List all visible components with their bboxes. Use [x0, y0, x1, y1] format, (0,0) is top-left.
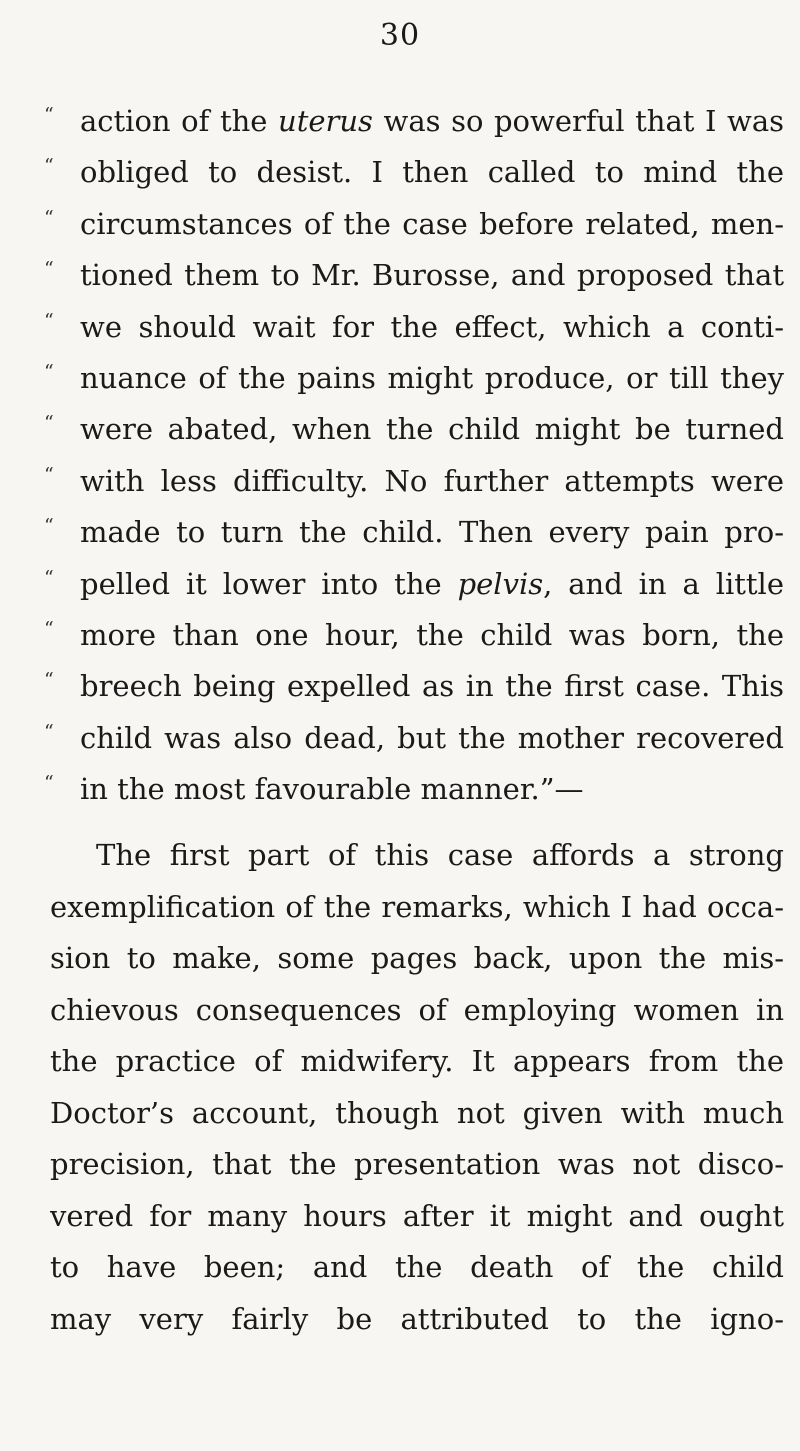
quote-mark: “ [44, 155, 54, 178]
body-paragraph [50, 830, 784, 1345]
paragraph-line: vered for many hours after it might and ought [50, 1198, 784, 1233]
quoted-passage [44, 96, 784, 815]
page-number: 30 [379, 18, 421, 53]
quote-line-text: were abated, when the child might be turned [80, 412, 784, 447]
quote-line-text: breech being expelled as in the first case. This [80, 669, 784, 704]
quote-line [44, 302, 784, 353]
quote-line-text: in the most favourable manner.”— [80, 772, 584, 807]
quote-line [44, 456, 784, 507]
quote-line [44, 661, 784, 712]
paragraph-line: precision, that the presentation was not disco- [50, 1147, 784, 1181]
quote-line-text: child was also dead, but the mother recovered [80, 720, 784, 755]
quote-line-text: we should wait for the effect, which a conti- [80, 309, 784, 344]
quote-mark: “ [44, 412, 54, 435]
quote-line-text: with less difficulty. No further attempts were [80, 463, 784, 498]
quote-line-text: circumstances of the case before related, men- [80, 206, 784, 241]
quote-mark: “ [44, 566, 54, 589]
paragraph-line: to have been; and the death of the child [50, 1250, 784, 1284]
quote-line [44, 199, 784, 250]
quote-mark: “ [44, 772, 54, 795]
paragraph-line: sion to make, some pages back, upon the mis- [50, 941, 784, 975]
quote-line [44, 353, 784, 404]
paragraph-line: the practice of midwifery. It appears from the [50, 1044, 784, 1078]
quote-mark: “ [44, 720, 54, 743]
italic-word: uterus [278, 104, 373, 138]
quote-mark: “ [44, 258, 54, 281]
quote-mark: “ [44, 463, 54, 486]
quote-mark: “ [44, 309, 54, 332]
quote-mark: “ [44, 617, 54, 640]
quote-mark: “ [44, 104, 54, 126]
quote-line [44, 559, 784, 610]
quote-line [44, 610, 784, 661]
quote-line [44, 250, 784, 301]
italic-word: pelvis [457, 566, 544, 601]
paragraph-line: Doctor’s account, though not given with much [50, 1095, 784, 1130]
paragraph-line: may very fairly be attributed to the igno- [50, 1301, 784, 1336]
paragraph-line: chievous consequences of employing women in [50, 992, 784, 1027]
quote-mark: “ [44, 206, 54, 229]
quote-line [44, 507, 784, 558]
quote-line-text: nuance of the pains might produce, or till they [80, 360, 784, 395]
paragraph-line: exemplification of the remarks, which I had occa- [50, 889, 784, 924]
quote-line [44, 713, 784, 764]
quote-mark: “ [44, 360, 54, 383]
quote-line [44, 96, 784, 147]
paragraph-line: The first part of this case affords a strong [96, 838, 784, 872]
quote-line-text: tioned them to Mr. Burosse, and proposed that [80, 258, 784, 293]
quote-line [44, 764, 784, 815]
quote-line-text: pelled it lower into the pelvis, and in a little [80, 566, 784, 601]
quote-mark: “ [44, 515, 54, 538]
quote-line-text: more than one hour, the child was born, the [80, 617, 784, 652]
quote-line-text: made to turn the child. Then every pain pro- [80, 515, 784, 550]
quote-line-text: action of the uterus was so powerful that I was [80, 104, 784, 138]
quote-line-text: obliged to desist. I then called to mind the [80, 155, 784, 190]
quote-line [44, 147, 784, 198]
quote-line [44, 404, 784, 455]
quote-mark: “ [44, 669, 54, 692]
